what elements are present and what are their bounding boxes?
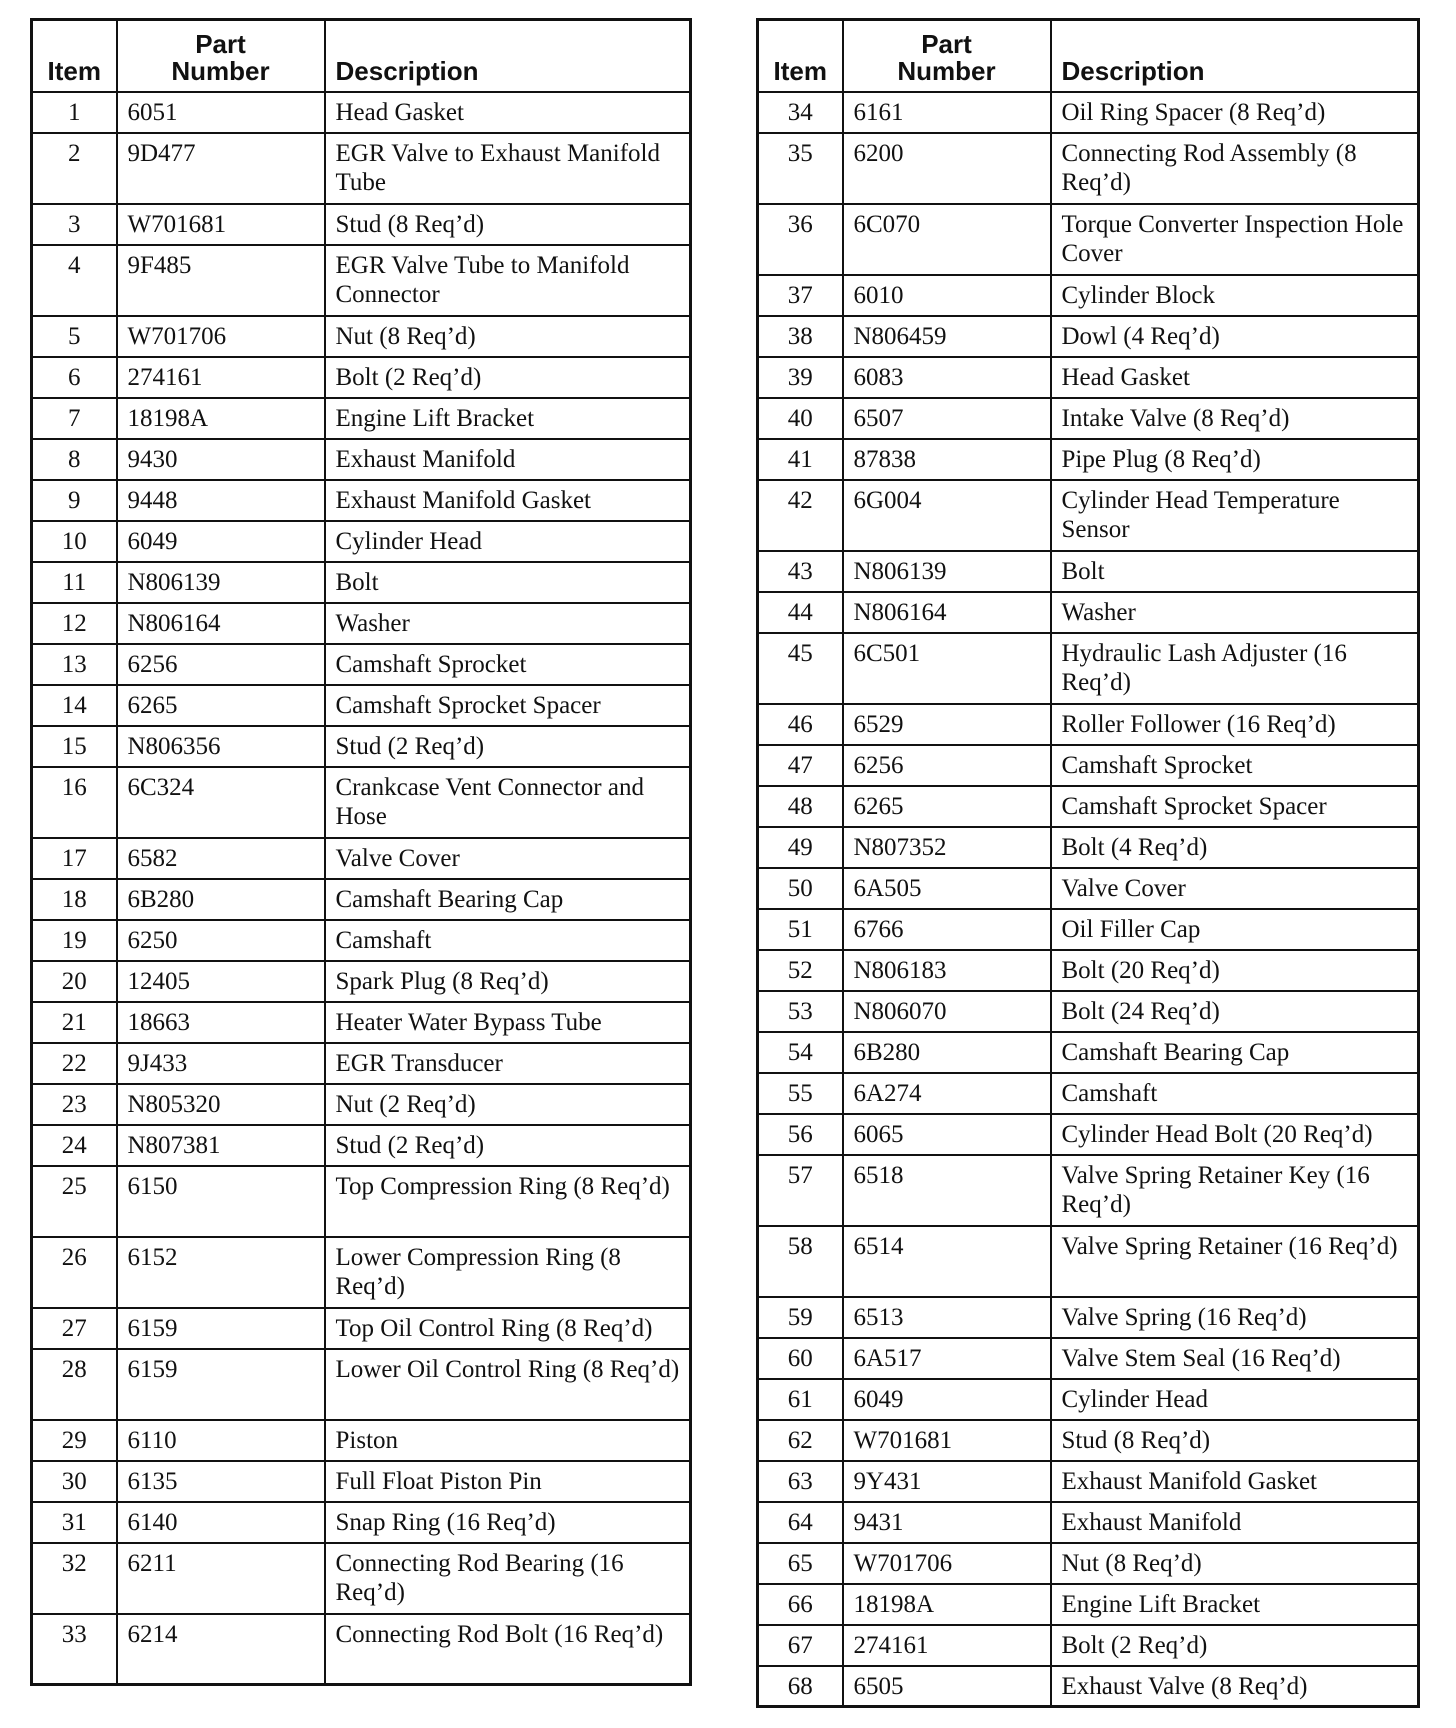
description-cell: Cylinder Head — [1051, 1379, 1419, 1420]
table-row — [758, 439, 1419, 480]
table-row — [758, 1114, 1419, 1155]
item-cell: 7 — [32, 398, 117, 439]
parts-table-right — [756, 18, 1420, 1708]
description-cell: Bolt (2 Req’d) — [1051, 1625, 1419, 1666]
item-cell: 25 — [32, 1166, 117, 1237]
header-part-line1: Part — [195, 28, 246, 59]
description-cell: Oil Ring Spacer (8 Req’d) — [1051, 92, 1419, 133]
table-row — [32, 133, 691, 204]
table-row — [32, 1308, 691, 1349]
description-cell: Washer — [325, 603, 691, 644]
table-row — [32, 1084, 691, 1125]
part-number-cell: N806164 — [843, 592, 1051, 633]
part-number-cell: 6049 — [843, 1379, 1051, 1420]
description-cell: Valve Stem Seal (16 Req’d) — [1051, 1338, 1419, 1379]
item-cell: 45 — [758, 633, 843, 704]
item-cell: 47 — [758, 745, 843, 786]
item-cell: 41 — [758, 439, 843, 480]
part-number-cell: 6514 — [843, 1226, 1051, 1297]
item-cell: 21 — [32, 1002, 117, 1043]
item-cell: 46 — [758, 704, 843, 745]
part-number-cell: 87838 — [843, 439, 1051, 480]
item-cell: 4 — [32, 245, 117, 316]
item-cell: 6 — [32, 357, 117, 398]
table-header — [32, 20, 691, 92]
item-cell: 5 — [32, 316, 117, 357]
description-cell: Stud (8 Req’d) — [325, 204, 691, 245]
table-row — [758, 991, 1419, 1032]
item-cell: 2 — [32, 133, 117, 204]
item-cell: 16 — [32, 767, 117, 838]
item-cell: 67 — [758, 1625, 843, 1666]
part-number-cell: 6A505 — [843, 868, 1051, 909]
table-row — [758, 1420, 1419, 1461]
item-cell: 30 — [32, 1461, 117, 1502]
part-number-cell: 6051 — [117, 92, 325, 133]
table-row — [758, 1502, 1419, 1543]
item-cell: 36 — [758, 204, 843, 275]
description-cell: Connecting Rod Bolt (16 Req’d) — [325, 1614, 691, 1685]
part-number-cell: 18663 — [117, 1002, 325, 1043]
part-number-cell: 6159 — [117, 1349, 325, 1420]
description-cell: Cylinder Head Temperature Sensor — [1051, 480, 1419, 551]
part-number-cell: 6083 — [843, 357, 1051, 398]
item-cell: 38 — [758, 316, 843, 357]
description-cell: Nut (8 Req’d) — [325, 316, 691, 357]
header-row — [758, 20, 1419, 92]
part-number-cell: N806164 — [117, 603, 325, 644]
table-row — [758, 909, 1419, 950]
description-cell: Pipe Plug (8 Req’d) — [1051, 439, 1419, 480]
part-number-cell: W701706 — [117, 316, 325, 357]
item-cell: 3 — [32, 204, 117, 245]
part-number-cell: N806139 — [117, 562, 325, 603]
table-row — [32, 1502, 691, 1543]
item-cell: 31 — [32, 1502, 117, 1543]
table-row — [758, 1073, 1419, 1114]
table-row — [32, 726, 691, 767]
item-cell: 68 — [758, 1666, 843, 1707]
table-row — [32, 1543, 691, 1614]
part-number-cell: 9F485 — [117, 245, 325, 316]
table-row — [32, 1002, 691, 1043]
description-cell: Full Float Piston Pin — [325, 1461, 691, 1502]
part-number-cell: 9430 — [117, 439, 325, 480]
table-row — [758, 592, 1419, 633]
table-row — [32, 1614, 691, 1685]
table-header — [758, 20, 1419, 92]
part-number-cell: N807352 — [843, 827, 1051, 868]
part-number-cell: 6505 — [843, 1666, 1051, 1707]
description-cell: Top Oil Control Ring (8 Req’d) — [325, 1308, 691, 1349]
description-cell: Exhaust Valve (8 Req’d) — [1051, 1666, 1419, 1707]
description-cell: Intake Valve (8 Req’d) — [1051, 398, 1419, 439]
header-description: Description — [325, 20, 691, 92]
table-row — [758, 786, 1419, 827]
table-row — [32, 204, 691, 245]
description-cell: EGR Valve Tube to Manifold Connector — [325, 245, 691, 316]
table-row — [758, 357, 1419, 398]
part-number-cell: 6110 — [117, 1420, 325, 1461]
item-cell: 64 — [758, 1502, 843, 1543]
table-row — [758, 204, 1419, 275]
item-cell: 66 — [758, 1584, 843, 1625]
part-number-cell: 18198A — [843, 1584, 1051, 1625]
part-number-cell: 6529 — [843, 704, 1051, 745]
description-cell: Hydraulic Lash Adjuster (16 Req’d) — [1051, 633, 1419, 704]
description-cell: Lower Compression Ring (8 Req’d) — [325, 1237, 691, 1308]
item-cell: 57 — [758, 1155, 843, 1226]
item-cell: 53 — [758, 991, 843, 1032]
item-cell: 50 — [758, 868, 843, 909]
header-part-line1: Part — [921, 28, 972, 59]
table-row — [758, 1379, 1419, 1420]
table-body — [758, 92, 1419, 1707]
table-row — [32, 767, 691, 838]
header-description: Description — [1051, 20, 1419, 92]
table-row — [32, 245, 691, 316]
part-number-cell: 6256 — [843, 745, 1051, 786]
description-cell: Camshaft Bearing Cap — [325, 879, 691, 920]
item-cell: 35 — [758, 133, 843, 204]
part-number-cell: 6A517 — [843, 1338, 1051, 1379]
header-item: Item — [32, 20, 117, 92]
table-row — [758, 1461, 1419, 1502]
description-cell: Camshaft Sprocket — [325, 644, 691, 685]
item-cell: 60 — [758, 1338, 843, 1379]
part-number-cell: 9431 — [843, 1502, 1051, 1543]
table-row — [758, 1543, 1419, 1584]
description-cell: Crankcase Vent Connector and Hose — [325, 767, 691, 838]
description-cell: Spark Plug (8 Req’d) — [325, 961, 691, 1002]
item-cell: 11 — [32, 562, 117, 603]
table-row — [758, 398, 1419, 439]
item-cell: 44 — [758, 592, 843, 633]
table-row — [32, 838, 691, 879]
item-cell: 37 — [758, 275, 843, 316]
description-cell: Engine Lift Bracket — [1051, 1584, 1419, 1625]
item-cell: 65 — [758, 1543, 843, 1584]
header-part-line2: Number — [897, 55, 996, 86]
part-number-cell: 6211 — [117, 1543, 325, 1614]
item-cell: 28 — [32, 1349, 117, 1420]
item-cell: 49 — [758, 827, 843, 868]
description-cell: EGR Valve to Exhaust Manifold Tube — [325, 133, 691, 204]
part-number-cell: 6C324 — [117, 767, 325, 838]
part-number-cell: 9Y431 — [843, 1461, 1051, 1502]
description-cell: Exhaust Manifold — [325, 439, 691, 480]
part-number-cell: N806459 — [843, 316, 1051, 357]
item-cell: 14 — [32, 685, 117, 726]
item-cell: 22 — [32, 1043, 117, 1084]
item-cell: 23 — [32, 1084, 117, 1125]
item-cell: 27 — [32, 1308, 117, 1349]
part-number-cell: 6256 — [117, 644, 325, 685]
part-number-cell: N805320 — [117, 1084, 325, 1125]
description-cell: Dowl (4 Req’d) — [1051, 316, 1419, 357]
description-cell: Cylinder Block — [1051, 275, 1419, 316]
item-cell: 54 — [758, 1032, 843, 1073]
table-row — [32, 644, 691, 685]
item-cell: 18 — [32, 879, 117, 920]
item-cell: 39 — [758, 357, 843, 398]
description-cell: Bolt (2 Req’d) — [325, 357, 691, 398]
table-row — [32, 1349, 691, 1420]
part-number-cell: 6513 — [843, 1297, 1051, 1338]
table-row — [758, 868, 1419, 909]
part-number-cell: 274161 — [117, 357, 325, 398]
part-number-cell: 9J433 — [117, 1043, 325, 1084]
description-cell: Bolt (4 Req’d) — [1051, 827, 1419, 868]
part-number-cell: 6582 — [117, 838, 325, 879]
table-row — [758, 704, 1419, 745]
description-cell: Bolt (24 Req’d) — [1051, 991, 1419, 1032]
item-cell: 33 — [32, 1614, 117, 1685]
part-number-cell: 9D477 — [117, 133, 325, 204]
table-row — [758, 316, 1419, 357]
table-row — [758, 1032, 1419, 1073]
description-cell: Stud (8 Req’d) — [1051, 1420, 1419, 1461]
part-number-cell: W701681 — [843, 1420, 1051, 1461]
table-row — [758, 827, 1419, 868]
item-cell: 43 — [758, 551, 843, 592]
item-cell: 61 — [758, 1379, 843, 1420]
description-cell: Camshaft — [325, 920, 691, 961]
table-row — [32, 1166, 691, 1237]
part-number-cell: 6B280 — [117, 879, 325, 920]
table-row — [32, 920, 691, 961]
part-number-cell: 6140 — [117, 1502, 325, 1543]
header-row — [32, 20, 691, 92]
table-row — [758, 1338, 1419, 1379]
table-row — [32, 879, 691, 920]
description-cell: Lower Oil Control Ring (8 Req’d) — [325, 1349, 691, 1420]
item-cell: 34 — [758, 92, 843, 133]
item-cell: 29 — [32, 1420, 117, 1461]
description-cell: Stud (2 Req’d) — [325, 726, 691, 767]
part-number-cell: N806139 — [843, 551, 1051, 592]
table-row — [32, 685, 691, 726]
part-number-cell: 6200 — [843, 133, 1051, 204]
description-cell: Valve Cover — [1051, 868, 1419, 909]
parts-table-left — [30, 18, 692, 1686]
item-cell: 9 — [32, 480, 117, 521]
table-row — [32, 480, 691, 521]
item-cell: 24 — [32, 1125, 117, 1166]
description-cell: Heater Water Bypass Tube — [325, 1002, 691, 1043]
table-row — [32, 92, 691, 133]
part-number-cell: 18198A — [117, 398, 325, 439]
description-cell: Engine Lift Bracket — [325, 398, 691, 439]
description-cell: Exhaust Manifold — [1051, 1502, 1419, 1543]
part-number-cell: 6161 — [843, 92, 1051, 133]
description-cell: Camshaft — [1051, 1073, 1419, 1114]
table-row — [758, 92, 1419, 133]
table-body — [32, 92, 691, 1685]
item-cell: 15 — [32, 726, 117, 767]
description-cell: Cylinder Head — [325, 521, 691, 562]
table-row — [758, 1625, 1419, 1666]
description-cell: Top Compression Ring (8 Req’d) — [325, 1166, 691, 1237]
part-number-cell: 9448 — [117, 480, 325, 521]
item-cell: 56 — [758, 1114, 843, 1155]
description-cell: Valve Spring Retainer (16 Req’d) — [1051, 1226, 1419, 1297]
part-number-cell: 6250 — [117, 920, 325, 961]
table-row — [32, 603, 691, 644]
part-number-cell: 6B280 — [843, 1032, 1051, 1073]
description-cell: Torque Converter Inspection Hole Cover — [1051, 204, 1419, 275]
header-part-line2: Number — [171, 55, 270, 86]
table-row — [758, 633, 1419, 704]
item-cell: 42 — [758, 480, 843, 551]
table-row — [758, 745, 1419, 786]
description-cell: Connecting Rod Bearing (16 Req’d) — [325, 1543, 691, 1614]
table-row — [32, 1043, 691, 1084]
table-row — [758, 1226, 1419, 1297]
item-cell: 63 — [758, 1461, 843, 1502]
item-cell: 59 — [758, 1297, 843, 1338]
header-part-number — [843, 20, 1051, 92]
item-cell: 48 — [758, 786, 843, 827]
part-number-cell: 6C501 — [843, 633, 1051, 704]
description-cell: Piston — [325, 1420, 691, 1461]
part-number-cell: N806070 — [843, 991, 1051, 1032]
header-item: Item — [758, 20, 843, 92]
part-number-cell: 6150 — [117, 1166, 325, 1237]
description-cell: Valve Cover — [325, 838, 691, 879]
part-number-cell: 6265 — [843, 786, 1051, 827]
part-number-cell: 6507 — [843, 398, 1051, 439]
part-number-cell: 6010 — [843, 275, 1051, 316]
item-cell: 13 — [32, 644, 117, 685]
table-row — [758, 551, 1419, 592]
item-cell: 51 — [758, 909, 843, 950]
table-row — [32, 961, 691, 1002]
part-number-cell: 6A274 — [843, 1073, 1051, 1114]
description-cell: Washer — [1051, 592, 1419, 633]
part-number-cell: W701706 — [843, 1543, 1051, 1584]
description-cell: Camshaft Sprocket — [1051, 745, 1419, 786]
table-row — [758, 133, 1419, 204]
table-row — [758, 480, 1419, 551]
part-number-cell: 6152 — [117, 1237, 325, 1308]
table-row — [758, 1584, 1419, 1625]
description-cell: Stud (2 Req’d) — [325, 1125, 691, 1166]
table-row — [32, 562, 691, 603]
description-cell: Bolt (20 Req’d) — [1051, 950, 1419, 991]
part-number-cell: 6065 — [843, 1114, 1051, 1155]
table-row — [32, 1237, 691, 1308]
table-row — [32, 1461, 691, 1502]
description-cell: Snap Ring (16 Req’d) — [325, 1502, 691, 1543]
description-cell: Camshaft Sprocket Spacer — [325, 685, 691, 726]
description-cell: Camshaft Bearing Cap — [1051, 1032, 1419, 1073]
table-row — [32, 439, 691, 480]
part-number-cell: 6049 — [117, 521, 325, 562]
item-cell: 26 — [32, 1237, 117, 1308]
description-cell: Bolt — [325, 562, 691, 603]
part-number-cell: W701681 — [117, 204, 325, 245]
part-number-cell: 6214 — [117, 1614, 325, 1685]
table-row — [758, 1155, 1419, 1226]
item-cell: 1 — [32, 92, 117, 133]
item-cell: 52 — [758, 950, 843, 991]
table-row — [32, 1420, 691, 1461]
item-cell: 62 — [758, 1420, 843, 1461]
description-cell: Nut (2 Req’d) — [325, 1084, 691, 1125]
table-row — [32, 316, 691, 357]
part-number-cell: 274161 — [843, 1625, 1051, 1666]
part-number-cell: 6518 — [843, 1155, 1051, 1226]
part-number-cell: N806356 — [117, 726, 325, 767]
description-cell: Exhaust Manifold Gasket — [1051, 1461, 1419, 1502]
item-cell: 58 — [758, 1226, 843, 1297]
part-number-cell: 12405 — [117, 961, 325, 1002]
header-part-number — [117, 20, 325, 92]
description-cell: EGR Transducer — [325, 1043, 691, 1084]
part-number-cell: N807381 — [117, 1125, 325, 1166]
description-cell: Valve Spring Retainer Key (16 Req’d) — [1051, 1155, 1419, 1226]
part-number-cell: 6G004 — [843, 480, 1051, 551]
description-cell: Head Gasket — [1051, 357, 1419, 398]
table-row — [758, 1297, 1419, 1338]
part-number-cell: 6766 — [843, 909, 1051, 950]
description-cell: Camshaft Sprocket Spacer — [1051, 786, 1419, 827]
item-cell: 32 — [32, 1543, 117, 1614]
part-number-cell: N806183 — [843, 950, 1051, 991]
table-row — [32, 398, 691, 439]
item-cell: 40 — [758, 398, 843, 439]
part-number-cell: 6C070 — [843, 204, 1051, 275]
table-row — [758, 1666, 1419, 1707]
description-cell: Oil Filler Cap — [1051, 909, 1419, 950]
description-cell: Exhaust Manifold Gasket — [325, 480, 691, 521]
part-number-cell: 6159 — [117, 1308, 325, 1349]
table-row — [758, 275, 1419, 316]
table-row — [32, 521, 691, 562]
description-cell: Valve Spring (16 Req’d) — [1051, 1297, 1419, 1338]
table-row — [758, 950, 1419, 991]
description-cell: Roller Follower (16 Req’d) — [1051, 704, 1419, 745]
item-cell: 19 — [32, 920, 117, 961]
table-row — [32, 357, 691, 398]
item-cell: 12 — [32, 603, 117, 644]
item-cell: 20 — [32, 961, 117, 1002]
part-number-cell: 6265 — [117, 685, 325, 726]
table-row — [32, 1125, 691, 1166]
item-cell: 55 — [758, 1073, 843, 1114]
description-cell: Connecting Rod Assembly (8 Req’d) — [1051, 133, 1419, 204]
item-cell: 8 — [32, 439, 117, 480]
description-cell: Bolt — [1051, 551, 1419, 592]
part-number-cell: 6135 — [117, 1461, 325, 1502]
description-cell: Nut (8 Req’d) — [1051, 1543, 1419, 1584]
item-cell: 10 — [32, 521, 117, 562]
item-cell: 17 — [32, 838, 117, 879]
description-cell: Head Gasket — [325, 92, 691, 133]
description-cell: Cylinder Head Bolt (20 Req’d) — [1051, 1114, 1419, 1155]
